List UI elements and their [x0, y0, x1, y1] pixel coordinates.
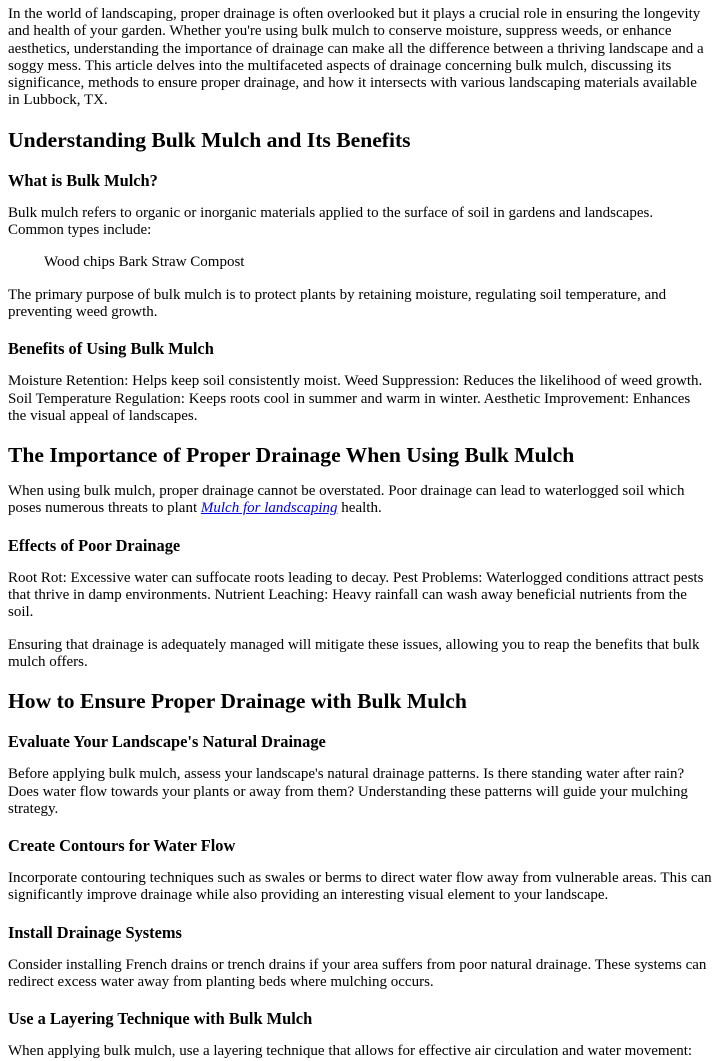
section-heading-ensure-drainage: How to Ensure Proper Drainage with Bulk Mulch [8, 689, 467, 714]
intro-paragraph: In the world of landscaping, proper drainage is often overlooked but it plays a crucial role in ensuring the longevity and health of your garden. Whether you're using bulk mulch to conserve moisture, suppress weeds, or enhance aesthetics, understanding the importance of drainage can make all the difference between a thriving landscape and a soggy mess. This article delves into the multifaceted aspects of drainage concerning bulk mulch, discussing its significance, methods to ensure proper drainage, and how it intersects with various landscaping materials available in Lubbock, TX. [8, 6, 704, 109]
drainage-text-before-link: When using bulk mulch, proper drainage cannot be overstated. Poor drainage can lead to waterlogged soil which poses numerous threats to plant [8, 483, 685, 517]
mulch-types-list: Wood chips Bark Straw Compost [44, 254, 245, 271]
install-drainage-paragraph: Consider installing French drains or trench drains if your area suffers from poor natural drainage. These systems can redirect excess water away from planting beds where mulching occurs. [8, 956, 707, 991]
bulk-mulch-definition-paragraph: Bulk mulch refers to organic or inorganic materials applied to the surface of soil in gardens and landscapes. Common types include: [8, 204, 654, 239]
subheading-effects-poor-drainage: Effects of Poor Drainage [8, 535, 181, 555]
subheading-install-drainage: Install Drainage Systems [8, 922, 182, 942]
benefits-paragraph: Moisture Retention: Helps keep soil consistently moist. Weed Suppression: Reduces the likelihood of weed growth. Soil Temperature Regulation: Keeps roots cool in summer and warm in winter. Aesthetic Improvement: Enhances the visual appeal of landscapes. [8, 373, 703, 424]
layering-technique-paragraph: When applying bulk mulch, use a layering technique that allows for effective air circulation and water movement: [8, 1043, 693, 1060]
mulch-purpose-paragraph: The primary purpose of bulk mulch is to protect plants by retaining moisture, regulating soil temperature, and preventing weed growth. [8, 286, 667, 320]
subheading-benefits: Benefits of Using Bulk Mulch [8, 339, 214, 359]
section-heading-importance-drainage: The Importance of Proper Drainage When Using Bulk Mulch [8, 443, 575, 468]
subheading-create-contours: Create Contours for Water Flow [8, 836, 236, 856]
mulch-for-landscaping-link[interactable]: Mulch for landscaping [200, 500, 338, 517]
drainage-importance-paragraph [8, 483, 712, 518]
evaluate-landscape-paragraph: Before applying bulk mulch, assess your landscape's natural drainage patterns. Is there standing water after rain? Does water flow towards your plants or away from them? Understanding these patterns will guide your mulching strategy. [8, 766, 688, 817]
section-heading-bulk-mulch-benefits: Understanding Bulk Mulch and Its Benefits [8, 127, 411, 152]
subheading-evaluate-landscape: Evaluate Your Landscape's Natural Drainage [8, 732, 326, 752]
drainage-mitigation-paragraph: Ensuring that drainage is adequately managed will mitigate these issues, allowing you to reap the benefits that bulk mulch offers. [8, 636, 700, 670]
poor-drainage-effects-paragraph: Root Rot: Excessive water can suffocate roots leading to decay. Pest Problems: Waterlogged conditions attract pests that thrive in damp environments. Nutrient Leaching: Heavy rainfall can wash away beneficial nutrients from the soil. [8, 569, 704, 621]
subheading-what-is-bulk-mulch: What is Bulk Mulch? [8, 170, 158, 190]
subheading-layering-technique: Use a Layering Technique with Bulk Mulch [8, 1009, 313, 1029]
create-contours-paragraph: Incorporate contouring techniques such as swales or berms to direct water flow away from vulnerable areas. This can significantly improve drainage while also providing an interesting visual element to your landscape. [8, 870, 712, 904]
drainage-text-after-link: health. [337, 500, 382, 517]
